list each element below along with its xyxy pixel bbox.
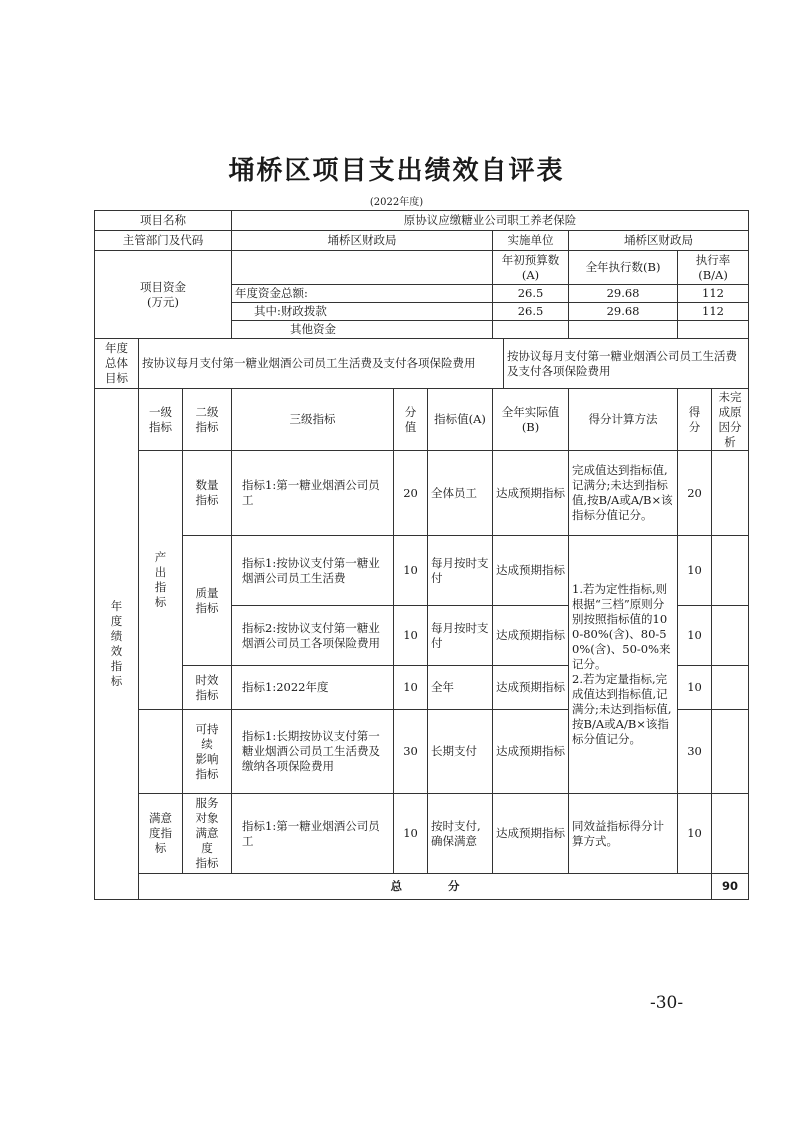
target-value: 每月按时支付 — [428, 606, 493, 666]
target-value: 每月按时支付 — [428, 536, 493, 606]
score-value: 30 — [394, 710, 428, 794]
level2-service-label: 服务 对象 满意 度 指标 — [183, 794, 232, 874]
funds-row-rate: 112 — [678, 285, 749, 303]
department-value: 埇桥区财政局 — [232, 231, 493, 251]
score: 10 — [678, 606, 712, 666]
level3-indicator: 指标1:2022年度 — [232, 666, 394, 710]
funds-row-budget: 26.5 — [493, 303, 569, 321]
implementing-unit-label: 实施单位 — [493, 231, 569, 251]
level3-indicator: 指标1:按协议支付第一糖业烟酒公司员工生活费 — [232, 536, 394, 606]
indicator-row — [95, 536, 749, 606]
actual-value: 达成预期指标 — [493, 666, 569, 710]
level3-indicator: 指标1:长期按协议支付第一糖业烟酒公司员工生活费及缴纳各项保险费用 — [232, 710, 394, 794]
funds-row-rate — [678, 321, 749, 339]
level3-indicator: 指标1:第一糖业烟酒公司员工 — [232, 451, 394, 536]
actual-value: 达成预期指标 — [493, 536, 569, 606]
department-row — [95, 231, 749, 251]
reason — [712, 606, 749, 666]
year-label: (2022年度) — [369, 197, 424, 208]
funds-row-exec — [569, 321, 678, 339]
annual-goal-row — [95, 339, 749, 389]
score: 10 — [678, 536, 712, 606]
level1-output-label: 产 出 指 标 — [139, 451, 183, 710]
total-row — [95, 874, 749, 900]
level2-time-label: 时效 指标 — [183, 666, 232, 710]
total-label: 总 分 — [139, 874, 712, 900]
project-name-value: 原协议应缴糖业公司职工养老保险 — [232, 211, 749, 231]
implementing-unit-value: 埇桥区财政局 — [569, 231, 749, 251]
target-value: 按时支付,确保满意 — [428, 794, 493, 874]
header-reason: 未完 成原 因分 析 — [712, 389, 749, 451]
score: 10 — [678, 666, 712, 710]
score: 10 — [678, 794, 712, 874]
actual-value: 达成预期指标 — [493, 606, 569, 666]
indicator-row — [95, 794, 749, 874]
level3-indicator: 指标2:按协议支付第一糖业烟酒公司员工各项保险费用 — [232, 606, 394, 666]
level2-sustain-label: 可持 续 影响 指标 — [183, 710, 232, 794]
funds-row-label: 年度资金总额: — [232, 285, 493, 303]
page-title: 埇桥区项目支出绩效自评表 — [228, 156, 565, 186]
score-value: 10 — [394, 606, 428, 666]
target-value: 全年 — [428, 666, 493, 710]
annual-goal-label: 年度 总体 目标 — [95, 339, 139, 389]
level1-blank-cell — [139, 710, 183, 794]
header-method: 得分计算方法 — [569, 389, 678, 451]
header-level3: 三级指标 — [232, 389, 394, 451]
header-score-value: 分 值 — [394, 389, 428, 451]
actual-value: 达成预期指标 — [493, 710, 569, 794]
page-number: -30- — [650, 993, 684, 1013]
funds-col-budget: 年初预算数(A) — [493, 251, 569, 285]
funds-label: 项目资金 (万元) — [95, 251, 232, 339]
annual-goal-planned: 按协议每月支付第一糖业烟酒公司员工生活费及支付各项保险费用 — [139, 339, 504, 389]
actual-value: 达成预期指标 — [493, 794, 569, 874]
indicator-row — [95, 451, 749, 536]
header-actual: 全年实际值 (B) — [493, 389, 569, 451]
funds-row-budget — [493, 321, 569, 339]
score-value: 10 — [394, 794, 428, 874]
score: 30 — [678, 710, 712, 794]
reason — [712, 536, 749, 606]
project-name-label: 项目名称 — [95, 211, 232, 231]
method-quality: 1.若为定性指标,则根据“三档”原则分别按照指标值的100-80%(含)、80-50%(含)、50-0%来记分。 2.若为定量指标,完成值达到指标值,记满分;未达到指标值,按B/A或A/B×该指标分值记分。 — [569, 536, 678, 794]
level2-quality-label: 质量 指标 — [183, 536, 232, 666]
level1-satisfaction-label: 满意 度指 标 — [139, 794, 183, 874]
funds-col-rate: 执行率 (B/A) — [678, 251, 749, 285]
funds-blank-cell — [232, 251, 493, 285]
header-level2: 二级 指标 — [183, 389, 232, 451]
score-value: 10 — [394, 536, 428, 606]
annual-goal-actual: 按协议每月支付第一糖业烟酒公司员工生活费及支付各项保险费用 — [504, 339, 749, 389]
funds-row-budget: 26.5 — [493, 285, 569, 303]
score-value: 10 — [394, 666, 428, 710]
funds-row-label: 其他资金 — [232, 321, 493, 339]
target-value: 长期支付 — [428, 710, 493, 794]
indicator-section-label: 年 度 绩 效 指 标 — [95, 389, 139, 900]
indicator-header-row — [95, 389, 749, 451]
department-label: 主管部门及代码 — [95, 231, 232, 251]
target-value: 全体员工 — [428, 451, 493, 536]
score: 20 — [678, 451, 712, 536]
method-quantity: 完成值达到指标值,记满分;未达到指标值,按B/A或A/B×该指标分值记分。 — [569, 451, 678, 536]
level3-indicator: 指标1:第一糖业烟酒公司员工 — [232, 794, 394, 874]
funds-header-row — [95, 251, 749, 285]
level2-quantity-label: 数量 指标 — [183, 451, 232, 536]
actual-value: 达成预期指标 — [493, 451, 569, 536]
reason — [712, 666, 749, 710]
funds-col-exec: 全年执行数(B) — [569, 251, 678, 285]
score-value: 20 — [394, 451, 428, 536]
funds-row-exec: 29.68 — [569, 303, 678, 321]
header-score: 得 分 — [678, 389, 712, 451]
funds-row-exec: 29.68 — [569, 285, 678, 303]
project-name-row — [95, 211, 749, 231]
method-satisfaction: 同效益指标得分计算方式。 — [569, 794, 678, 874]
funds-row-label: 其中:财政拨款 — [232, 303, 493, 321]
total-score: 90 — [712, 874, 749, 900]
header-level1: 一级 指标 — [139, 389, 183, 451]
reason — [712, 794, 749, 874]
reason — [712, 451, 749, 536]
header-target: 指标值(A) — [428, 389, 493, 451]
funds-row-rate: 112 — [678, 303, 749, 321]
reason — [712, 710, 749, 794]
evaluation-table — [94, 210, 749, 900]
